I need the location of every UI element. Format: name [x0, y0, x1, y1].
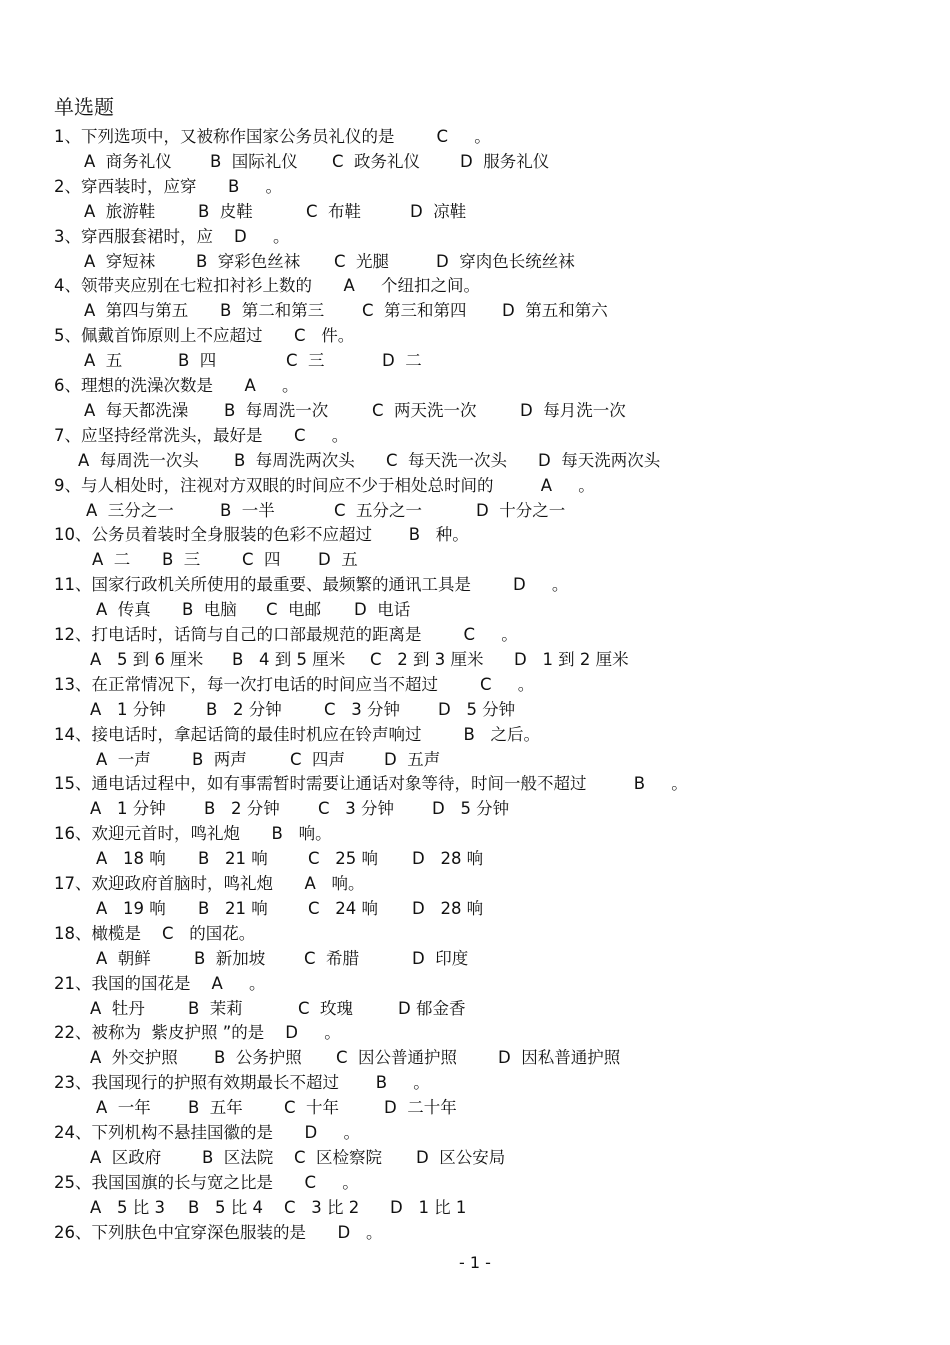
question-stem-line [54, 871, 365, 896]
question-item [54, 1070, 934, 1120]
page-number: - 1 - [459, 1253, 491, 1272]
answer-gap [422, 725, 464, 744]
answer-letter: A [304, 873, 316, 893]
question-stem-line [54, 722, 540, 747]
question-tail: 。 [501, 624, 518, 644]
question-text: 佩戴首饰原则上不应超过 [81, 326, 263, 346]
question-item [54, 124, 934, 174]
answer-gap [350, 1223, 366, 1242]
question-tail: 。 [282, 375, 299, 395]
option-b: B 5 比 4 [188, 1197, 264, 1217]
option-a: A 19 响 [96, 898, 166, 918]
question-tail: 。 [343, 1122, 360, 1142]
option-c: C 政务礼仪 [332, 152, 421, 171]
question-tail: 。 [249, 973, 266, 993]
answer-gap [448, 127, 474, 146]
question-tail: 。 [342, 1172, 359, 1192]
question-text: 应坚持经常洗头，最好是 [81, 425, 263, 445]
option-d: D 凉鞋 [410, 201, 467, 221]
answer-letter: B [375, 1073, 388, 1093]
option-b: B 2 分钟 [206, 699, 282, 719]
question-item [54, 423, 934, 473]
answer-letter: D [233, 226, 247, 246]
option-d: D 穿肉色长统丝袜 [436, 251, 575, 271]
question-text: 与人相处时，注视对方双眼的时间应不少于相处总时间的 [81, 475, 494, 495]
question-tail: 。 [578, 475, 595, 495]
question-item [54, 1120, 934, 1170]
answer-letter: A [244, 375, 256, 395]
question-stem-line [54, 323, 354, 348]
option-c: C 24 响 [308, 898, 378, 918]
question-item [54, 971, 934, 1021]
question-tail: 之后。 [490, 724, 541, 744]
answer-gap [317, 1123, 343, 1142]
option-b: B 一半 [220, 500, 275, 520]
question-text: 在正常情况下，每一次打电话的时间应当不超过 [91, 674, 438, 694]
question-number: 11、 [54, 575, 92, 595]
option-c: C 两天洗一次 [372, 400, 477, 420]
question-number: 9、 [54, 475, 81, 495]
question-text: 下列机构不悬挂国徽的是 [91, 1122, 273, 1142]
answer-letter: B [227, 176, 240, 196]
option-c: C 3 分钟 [324, 699, 400, 719]
option-a: A 区政府 [90, 1147, 162, 1167]
answer-letter: D [304, 1122, 318, 1142]
question-item [54, 871, 934, 921]
option-b: B 4 到 5 厘米 [232, 649, 346, 669]
answer-letter: A [343, 276, 355, 296]
answer-gap [273, 1173, 304, 1192]
option-d: D 电话 [354, 600, 411, 620]
question-item [54, 224, 934, 274]
answer-gap [240, 824, 271, 843]
answer-letter: B [271, 824, 283, 844]
answer-gap [263, 326, 294, 345]
option-b: B 2 分钟 [204, 799, 280, 819]
option-b: B 21 响 [198, 849, 268, 869]
question-tail: 。 [671, 774, 688, 794]
option-d: D 28 响 [412, 898, 484, 918]
question-stem-line [54, 373, 299, 398]
answer-gap [239, 177, 265, 196]
option-a: A 二 [92, 550, 131, 570]
question-text: 理想的洗澡次数是 [81, 375, 213, 395]
answer-gap [174, 924, 190, 943]
answer-gap [283, 824, 299, 843]
question-tail: 。 [324, 1023, 341, 1043]
question-tail: 。 [265, 176, 283, 196]
question-item [54, 323, 934, 373]
question-tail: 。 [331, 425, 349, 445]
question-stem-line [54, 572, 568, 597]
question-number: 25、 [54, 1172, 92, 1192]
option-c: C 25 响 [308, 849, 378, 869]
option-b: B 每周洗两次头 [234, 450, 355, 470]
option-b: B 新加坡 [194, 948, 266, 968]
answer-gap [273, 874, 304, 893]
option-b: B 国际礼仪 [210, 152, 298, 171]
answer-letter: A [540, 475, 553, 495]
answer-gap [645, 774, 671, 793]
question-item [54, 572, 934, 622]
question-tail: 响。 [298, 824, 332, 844]
answer-gap [306, 326, 322, 345]
question-number: 7、 [54, 425, 81, 445]
answer-gap [264, 1023, 285, 1042]
option-b: B 两声 [192, 749, 247, 769]
question-stem-line [54, 224, 289, 249]
answer-gap [213, 227, 234, 246]
option-c: C 每天洗一次头 [386, 450, 508, 470]
answer-gap [197, 177, 228, 196]
answer-gap [316, 1173, 342, 1192]
question-item [54, 1020, 934, 1070]
question-number: 22、 [54, 1023, 92, 1043]
answer-letter: A [211, 973, 223, 993]
question-tail: 。 [365, 1222, 383, 1242]
question-stem-line [54, 672, 534, 697]
option-d: D 每天洗两次头 [538, 450, 661, 470]
question-stem-line [54, 1070, 430, 1095]
option-b: B 第二和第三 [220, 301, 325, 321]
question-number: 18、 [54, 923, 92, 943]
option-b: B 三 [162, 550, 201, 570]
answer-gap [273, 1123, 304, 1142]
option-a: A 旅游鞋 [84, 201, 156, 221]
answer-gap [316, 874, 332, 893]
option-c: C 3 分钟 [318, 799, 394, 819]
answer-gap [372, 525, 409, 544]
question-tail: 响。 [331, 873, 365, 893]
question-stem-line [54, 1170, 359, 1195]
question-item [54, 1170, 934, 1220]
option-a: A 每周洗一次头 [78, 450, 199, 470]
option-b: B 茉莉 [188, 998, 243, 1018]
option-c: C 光腿 [334, 251, 390, 271]
option-c: C 2 到 3 厘米 [370, 649, 484, 669]
question-tail: 种。 [435, 525, 469, 545]
question-tail: 的国花。 [189, 923, 256, 943]
question-item [54, 174, 934, 224]
question-number: 16、 [54, 824, 92, 844]
option-a: A 1 分钟 [90, 799, 166, 819]
question-text: 我国现行的护照有效期最长不超过 [91, 1073, 339, 1093]
question-stem-line [54, 174, 282, 199]
option-c: C 十年 [284, 1098, 340, 1118]
question-item [54, 722, 934, 772]
option-a: A 一声 [96, 749, 151, 769]
question-text: 欢迎政府首脑时，鸣礼炮 [91, 873, 273, 893]
question-stem-line [54, 971, 266, 996]
question-tail: 。 [474, 127, 491, 146]
question-stem-line [54, 821, 332, 846]
question-tail: 。 [413, 1073, 430, 1093]
option-c: C 第三和第四 [362, 301, 467, 321]
question-stem-line [54, 1120, 360, 1145]
option-b: B 区法院 [202, 1147, 274, 1167]
answer-gap [213, 376, 244, 395]
option-b: B 电脑 [182, 600, 237, 620]
question-number: 5、 [54, 326, 81, 346]
question-item [54, 622, 934, 672]
question-stem-line [54, 473, 595, 498]
question-item [54, 373, 934, 423]
question-text: 穿西装时，应穿 [81, 176, 197, 196]
question-stem-line [54, 921, 255, 946]
question-stem-line [54, 622, 518, 647]
option-c: C 布鞋 [306, 201, 362, 221]
question-tail: 。 [272, 226, 290, 246]
question-text: 打电话时，话筒与自己的口部最规范的距离是 [91, 624, 422, 644]
answer-letter: C [293, 425, 306, 445]
option-a: A 外交护照 [90, 1048, 178, 1068]
question-stem-line [54, 423, 348, 448]
answer-gap [263, 426, 294, 445]
option-b: B 皮鞋 [198, 201, 253, 221]
question-tail: 个纽扣之间。 [381, 276, 481, 296]
question-text: 被称为 紫皮护照 ”的是 [91, 1023, 265, 1043]
answer-letter: B [463, 724, 475, 744]
answer-gap [526, 575, 552, 594]
option-d: D 1 比 1 [390, 1197, 467, 1217]
option-d: D 5 分钟 [432, 799, 510, 819]
option-a: A 第四与第五 [84, 301, 189, 321]
option-c: C 因公普通护照 [336, 1048, 458, 1068]
question-number: 3、 [54, 226, 81, 246]
option-d: D 二 [382, 351, 422, 371]
question-tail: 件。 [321, 326, 355, 346]
option-a: A 牡丹 [90, 998, 145, 1018]
option-b: B 穿彩色丝袜 [196, 251, 301, 271]
answer-gap [355, 276, 381, 295]
question-number: 15、 [54, 774, 92, 794]
answer-letter: B [408, 525, 421, 545]
option-c: C 四声 [290, 749, 346, 769]
answer-gap [420, 525, 436, 544]
option-b: B 21 响 [198, 898, 268, 918]
answer-gap [223, 974, 249, 993]
question-text: 下列选项中，又被称作国家公务员礼仪的是 [81, 127, 395, 146]
option-d: D 5 分钟 [438, 699, 516, 719]
option-d: D 服务礼仪 [460, 152, 550, 171]
question-item [54, 821, 934, 871]
option-d: D 五声 [384, 749, 441, 769]
question-text: 穿西服套裙时，应 [81, 226, 213, 246]
question-number: 24、 [54, 1122, 92, 1142]
option-b: B 公务护照 [214, 1048, 302, 1068]
question-number: 23、 [54, 1073, 92, 1093]
question-number: 10、 [54, 525, 92, 545]
option-b: B 每周洗一次 [224, 400, 329, 420]
option-a: A 朝鲜 [96, 948, 151, 968]
question-stem-line [54, 124, 491, 149]
option-a: A 每天都洗澡 [84, 400, 189, 420]
answer-letter: C [463, 624, 475, 644]
question-number: 13、 [54, 674, 92, 694]
option-c: C 五分之一 [334, 500, 423, 520]
answer-gap [422, 625, 464, 644]
option-a: A 商务礼仪 [84, 152, 172, 171]
option-c: C 区检察院 [294, 1147, 383, 1167]
answer-letter: C [436, 127, 448, 146]
option-d: D 第五和第六 [502, 301, 608, 321]
question-number: 26、 [54, 1222, 92, 1242]
answer-gap [492, 675, 518, 694]
question-number: 2、 [54, 176, 81, 196]
answer-letter: D [337, 1222, 351, 1242]
answer-gap [387, 1073, 413, 1092]
question-number: 14、 [54, 724, 92, 744]
option-d: D 郁金香 [398, 998, 466, 1018]
answer-gap [475, 625, 501, 644]
option-a: A 5 到 6 厘米 [90, 649, 204, 669]
answer-letter: C [161, 923, 174, 943]
question-stem-line [54, 522, 469, 547]
option-d: D 区公安局 [416, 1147, 506, 1167]
question-stem-line [54, 273, 480, 298]
question-stem-line [54, 1020, 341, 1045]
option-a: A 三分之一 [86, 500, 174, 520]
option-c: C 玫瑰 [298, 998, 354, 1018]
question-text: 通电话过程中，如有事需暂时需要让通话对象等待，时间一般不超过 [91, 774, 587, 794]
question-text: 橄榄是 [91, 923, 141, 943]
question-tail: 。 [551, 575, 569, 595]
section-title: 单选题 [54, 95, 114, 119]
answer-gap [471, 575, 513, 594]
question-item [54, 771, 934, 821]
question-stem-line [54, 1220, 382, 1245]
option-c: C 3 比 2 [284, 1197, 360, 1217]
question-text: 接电话时，拿起话筒的最佳时机应在铃声响过 [91, 724, 422, 744]
option-a: A 5 比 3 [90, 1197, 166, 1217]
option-b: B 四 [178, 351, 217, 371]
question-number: 4、 [54, 276, 81, 296]
question-item [54, 473, 934, 523]
question-text: 领带夹应别在七粒扣衬衫上数的 [81, 276, 312, 296]
question-tail: 。 [517, 674, 535, 694]
answer-gap [438, 675, 480, 694]
answer-letter: D [512, 575, 526, 595]
question-text: 公务员着装时全身服装的色彩不应超过 [91, 525, 372, 545]
option-d: D 每月洗一次 [520, 400, 626, 420]
option-a: A 一年 [96, 1098, 151, 1118]
answer-gap [191, 974, 212, 993]
answer-gap [312, 276, 343, 295]
option-c: C 三 [286, 351, 325, 371]
answer-gap [298, 1023, 324, 1042]
option-d: D 二十年 [384, 1098, 457, 1118]
option-c: C 四 [242, 550, 281, 570]
answer-letter: B [633, 774, 646, 794]
question-text: 我国的国花是 [91, 973, 191, 993]
question-text: 下列肤色中宜穿深色服装的是 [91, 1222, 306, 1242]
answer-letter: C [293, 326, 306, 346]
question-item [54, 921, 934, 971]
option-d: D 五 [318, 550, 358, 570]
question-item [54, 672, 934, 722]
answer-gap [306, 1223, 337, 1242]
question-item [54, 522, 934, 572]
answer-gap [256, 376, 282, 395]
answer-gap [475, 725, 491, 744]
option-a: A 传真 [96, 600, 151, 620]
answer-gap [141, 924, 162, 943]
question-list [54, 124, 934, 1269]
option-b: B 五年 [188, 1098, 243, 1118]
answer-letter: C [479, 674, 492, 694]
option-a: A 1 分钟 [90, 699, 166, 719]
question-text: 欢迎元首时，鸣礼炮 [91, 824, 240, 844]
question-number: 6、 [54, 375, 81, 395]
question-number: 1、 [54, 127, 81, 146]
option-c: C 希腊 [304, 948, 360, 968]
answer-gap [395, 127, 437, 146]
option-c: C 电邮 [266, 600, 322, 620]
option-d: D 因私普通护照 [498, 1048, 621, 1068]
answer-letter: D [285, 1023, 298, 1043]
question-item [54, 273, 934, 323]
option-a: A 18 响 [96, 849, 166, 869]
question-number: 17、 [54, 873, 92, 893]
answer-gap [587, 774, 634, 793]
question-text: 我国国旗的长与宽之比是 [91, 1172, 273, 1192]
option-a: A 五 [84, 351, 123, 371]
answer-gap [306, 426, 332, 445]
option-d: D 1 到 2 厘米 [514, 649, 629, 669]
question-stem-line [54, 771, 688, 796]
answer-gap [247, 227, 273, 246]
answer-gap [494, 476, 541, 495]
option-d: D 十分之一 [476, 500, 566, 520]
option-a: A 穿短袜 [84, 251, 156, 271]
option-d: D 印度 [412, 948, 469, 968]
answer-gap [339, 1073, 376, 1092]
question-number: 12、 [54, 624, 92, 644]
question-number: 21、 [54, 973, 92, 993]
answer-gap [552, 476, 578, 495]
answer-letter: C [304, 1172, 317, 1192]
option-d: D 28 响 [412, 849, 484, 869]
question-text: 国家行政机关所使用的最重要、最频繁的通讯工具是 [91, 575, 471, 595]
